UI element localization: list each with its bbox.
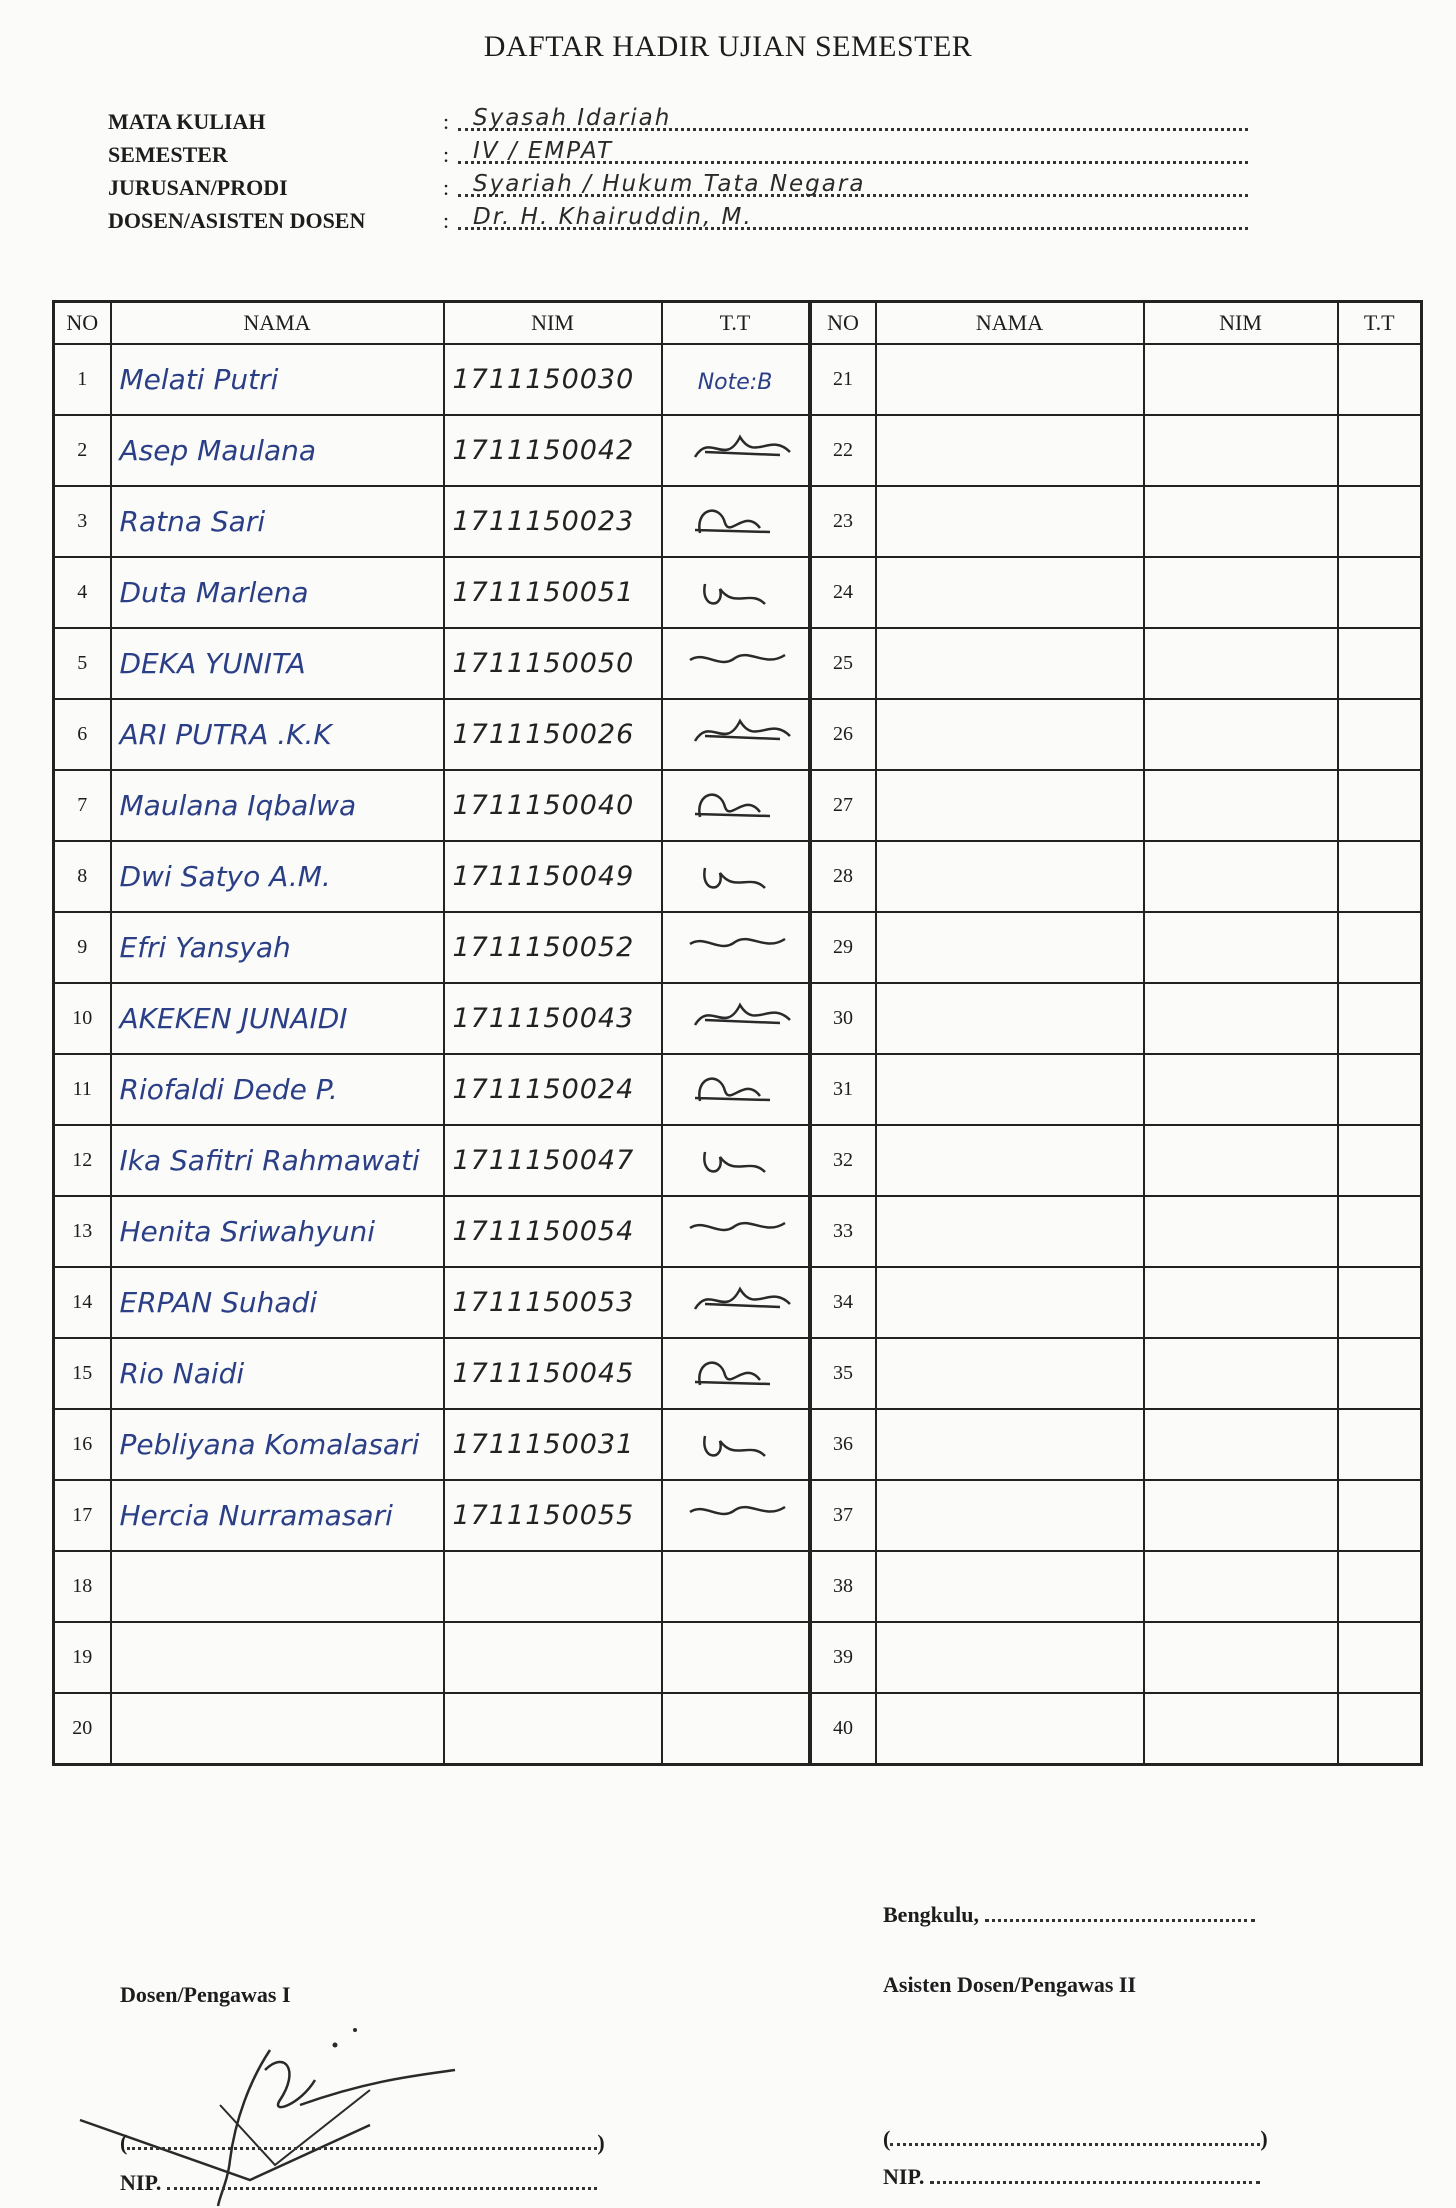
student-name — [876, 1409, 1144, 1480]
row-number: 11 — [54, 1054, 111, 1125]
student-name — [876, 344, 1144, 415]
signature-icon — [675, 1492, 795, 1540]
student-nim — [1144, 841, 1338, 912]
student-signature — [1338, 486, 1422, 557]
student-signature — [1338, 983, 1422, 1054]
student-name — [876, 841, 1144, 912]
student-name — [876, 912, 1144, 983]
info-colon: : — [443, 142, 450, 167]
student-nim — [444, 1622, 662, 1693]
student-signature — [1338, 344, 1422, 415]
student-nim: 1711150047 — [444, 1125, 662, 1196]
header-signature: T.T — [1338, 302, 1422, 345]
student-name: Riofaldi Dede P. — [111, 1054, 444, 1125]
student-signature — [662, 1409, 810, 1480]
info-row-course — [108, 104, 1248, 137]
row-number: 14 — [54, 1267, 111, 1338]
row-number: 19 — [54, 1622, 111, 1693]
student-signature — [662, 1622, 810, 1693]
student-name: Henita Sriwahyuni — [111, 1196, 444, 1267]
student-name: ERPAN Suhadi — [111, 1267, 444, 1338]
student-nim — [1144, 1480, 1338, 1551]
student-nim: 1711150026 — [444, 699, 662, 770]
student-nim — [1144, 983, 1338, 1054]
student-nim — [1144, 912, 1338, 983]
info-label: JURUSAN/PRODI — [108, 175, 288, 200]
student-nim: 1711150051 — [444, 557, 662, 628]
student-nim: 1711150030 — [444, 344, 662, 415]
student-nim — [444, 1551, 662, 1622]
signature-icon — [675, 995, 795, 1043]
header-name: NAMA — [111, 302, 444, 345]
row-number: 39 — [810, 1622, 876, 1693]
row-number: 36 — [810, 1409, 876, 1480]
student-name: Duta Marlena — [111, 557, 444, 628]
student-signature — [1338, 912, 1422, 983]
student-signature — [1338, 1054, 1422, 1125]
header-signature: T.T — [662, 302, 810, 345]
header-nim: NIM — [1144, 302, 1338, 345]
row-number: 15 — [54, 1338, 111, 1409]
row-number: 29 — [810, 912, 876, 983]
table-row — [54, 1054, 1422, 1125]
student-nim: 1711150023 — [444, 486, 662, 557]
student-name: Asep Maulana — [111, 415, 444, 486]
row-number: 6 — [54, 699, 111, 770]
table-row — [54, 1480, 1422, 1551]
student-nim — [1144, 1196, 1338, 1267]
student-nim — [1144, 699, 1338, 770]
date-dotted-line — [985, 1915, 1255, 1922]
student-name — [876, 699, 1144, 770]
student-name — [876, 1125, 1144, 1196]
student-signature — [1338, 1196, 1422, 1267]
student-name: Hercia Nurramasari — [111, 1480, 444, 1551]
header-name: NAMA — [876, 302, 1144, 345]
nip-label: NIP. — [883, 2164, 925, 2189]
supervisor-one-nip — [120, 2170, 597, 2196]
table-row — [54, 1551, 1422, 1622]
table-row — [54, 1338, 1422, 1409]
signature-icon — [675, 1421, 795, 1469]
table-row — [54, 770, 1422, 841]
supervisor-two-title: Asisten Dosen/Pengawas II — [883, 1972, 1137, 1997]
paren-open: ( — [883, 2126, 891, 2151]
student-name — [876, 415, 1144, 486]
student-nim — [1144, 1338, 1338, 1409]
supervisor-one-title: Dosen/Pengawas I — [120, 1982, 291, 2007]
table-row — [54, 912, 1422, 983]
info-label: MATA KULIAH — [108, 109, 266, 134]
student-signature — [662, 699, 810, 770]
table-body — [54, 344, 1422, 1765]
table-row — [54, 699, 1422, 770]
student-name — [876, 1480, 1144, 1551]
table-row — [54, 628, 1422, 699]
student-signature — [1338, 770, 1422, 841]
student-nim — [1144, 1693, 1338, 1765]
paren-open: ( — [120, 2130, 128, 2155]
student-nim: 1711150045 — [444, 1338, 662, 1409]
row-number: 13 — [54, 1196, 111, 1267]
table-row — [54, 1409, 1422, 1480]
document-title: DAFTAR HADIR UJIAN SEMESTER — [483, 30, 973, 63]
student-signature — [662, 486, 810, 557]
signature-icon — [675, 853, 795, 901]
place-date — [883, 1902, 1255, 1928]
student-nim — [1144, 628, 1338, 699]
row-number: 18 — [54, 1551, 111, 1622]
student-signature — [662, 628, 810, 699]
student-nim — [1144, 1409, 1338, 1480]
student-name — [111, 1622, 444, 1693]
row-number: 4 — [54, 557, 111, 628]
row-number: 37 — [810, 1480, 876, 1551]
table-row — [54, 486, 1422, 557]
nip-label: NIP. — [120, 2170, 162, 2195]
student-name — [876, 770, 1144, 841]
student-nim — [1144, 770, 1338, 841]
info-colon: : — [443, 208, 450, 233]
row-number: 25 — [810, 628, 876, 699]
header-nim: NIM — [444, 302, 662, 345]
student-name — [876, 1338, 1144, 1409]
student-signature — [1338, 1551, 1422, 1622]
student-name — [876, 983, 1144, 1054]
table-row — [54, 1125, 1422, 1196]
info-value: Dr. H. Khairuddin, M. — [473, 204, 753, 230]
student-signature — [1338, 1338, 1422, 1409]
student-nim: 1711150053 — [444, 1267, 662, 1338]
signature-icon — [675, 640, 795, 688]
nip-dotted-line — [930, 2177, 1260, 2184]
header-no: NO — [810, 302, 876, 345]
student-name: Pebliyana Komalasari — [111, 1409, 444, 1480]
nip-dotted-line — [167, 2183, 597, 2190]
student-nim: 1711150024 — [444, 1054, 662, 1125]
student-name: AKEKEN JUNAIDI — [111, 983, 444, 1054]
row-number: 40 — [810, 1693, 876, 1765]
info-colon: : — [443, 109, 450, 134]
student-signature — [1338, 1125, 1422, 1196]
signature-icon — [675, 427, 795, 475]
student-nim — [1144, 557, 1338, 628]
info-label: DOSEN/ASISTEN DOSEN — [108, 208, 366, 233]
student-signature — [662, 415, 810, 486]
student-signature — [662, 983, 810, 1054]
student-signature — [662, 557, 810, 628]
table-row — [54, 415, 1422, 486]
student-name — [876, 628, 1144, 699]
student-signature — [662, 1693, 810, 1765]
student-name — [876, 1551, 1144, 1622]
row-number: 21 — [810, 344, 876, 415]
student-signature — [1338, 841, 1422, 912]
student-signature — [662, 841, 810, 912]
student-name: Rio Naidi — [111, 1338, 444, 1409]
paren-close: ) — [1260, 2126, 1268, 2151]
student-nim: 1711150040 — [444, 770, 662, 841]
student-signature — [662, 1054, 810, 1125]
table-header-row — [54, 302, 1422, 345]
row-number: 20 — [54, 1693, 111, 1765]
row-number: 7 — [54, 770, 111, 841]
student-name — [876, 1196, 1144, 1267]
row-number: 31 — [810, 1054, 876, 1125]
row-number: 24 — [810, 557, 876, 628]
row-number: 35 — [810, 1338, 876, 1409]
student-name: ARI PUTRA .K.K — [111, 699, 444, 770]
student-signature — [1338, 628, 1422, 699]
student-nim: 1711150031 — [444, 1409, 662, 1480]
signature-icon — [675, 711, 795, 759]
student-signature — [662, 1338, 810, 1409]
student-signature — [1338, 557, 1422, 628]
student-name — [876, 557, 1144, 628]
table-row — [54, 1622, 1422, 1693]
row-number: 28 — [810, 841, 876, 912]
table-row — [54, 983, 1422, 1054]
student-nim — [444, 1693, 662, 1765]
student-name — [876, 1693, 1144, 1765]
student-signature — [662, 1267, 810, 1338]
row-number: 17 — [54, 1480, 111, 1551]
student-name: Melati Putri — [111, 344, 444, 415]
header-no: NO — [54, 302, 111, 345]
name-dotted-line — [890, 2139, 1260, 2146]
row-number: 26 — [810, 699, 876, 770]
student-signature — [662, 1551, 810, 1622]
row-number: 30 — [810, 983, 876, 1054]
student-nim — [1144, 415, 1338, 486]
row-number: 5 — [54, 628, 111, 699]
student-signature — [662, 912, 810, 983]
row-number: 33 — [810, 1196, 876, 1267]
row-number: 34 — [810, 1267, 876, 1338]
student-name — [111, 1551, 444, 1622]
info-value: Syasah Idariah — [473, 105, 672, 131]
table-row — [54, 344, 1422, 415]
student-nim: 1711150042 — [444, 415, 662, 486]
student-name — [876, 1622, 1144, 1693]
row-number: 38 — [810, 1551, 876, 1622]
student-signature — [662, 344, 810, 415]
student-signature — [662, 770, 810, 841]
row-number: 32 — [810, 1125, 876, 1196]
student-signature — [662, 1480, 810, 1551]
signature-icon — [675, 1208, 795, 1256]
table-row — [54, 1196, 1422, 1267]
student-name: DEKA YUNITA — [111, 628, 444, 699]
info-row-department — [108, 170, 1248, 203]
student-name: Dwi Satyo A.M. — [111, 841, 444, 912]
info-label: SEMESTER — [108, 142, 228, 167]
student-nim: 1711150054 — [444, 1196, 662, 1267]
row-number: 27 — [810, 770, 876, 841]
row-number: 22 — [810, 415, 876, 486]
student-name: Ika Safitri Rahmawati — [111, 1125, 444, 1196]
signature-icon — [675, 1137, 795, 1185]
student-nim — [1144, 486, 1338, 557]
student-nim — [1144, 1125, 1338, 1196]
signature-icon — [675, 1066, 795, 1114]
signature-icon — [675, 1350, 795, 1398]
student-name — [876, 1054, 1144, 1125]
student-nim — [1144, 1622, 1338, 1693]
signature-icon — [675, 569, 795, 617]
student-nim — [1144, 1551, 1338, 1622]
table-row — [54, 1267, 1422, 1338]
student-nim — [1144, 1054, 1338, 1125]
student-signature — [662, 1196, 810, 1267]
exam-info — [108, 104, 1248, 236]
row-number: 2 — [54, 415, 111, 486]
student-name — [111, 1693, 444, 1765]
row-number: 3 — [54, 486, 111, 557]
student-nim — [1144, 344, 1338, 415]
student-signature — [1338, 1480, 1422, 1551]
info-colon: : — [443, 175, 450, 200]
info-row-lecturer — [108, 203, 1248, 236]
info-value: Syariah / Hukum Tata Negara — [473, 171, 866, 197]
signature-icon — [675, 498, 795, 546]
attendance-table — [52, 300, 1423, 1766]
student-nim — [1144, 1267, 1338, 1338]
row-number: 8 — [54, 841, 111, 912]
info-value: IV / EMPAT — [473, 138, 614, 164]
table-row — [54, 1693, 1422, 1765]
place-label: Bengkulu, — [883, 1902, 979, 1927]
student-signature — [1338, 699, 1422, 770]
row-number: 9 — [54, 912, 111, 983]
student-name — [876, 1267, 1144, 1338]
student-name — [876, 486, 1144, 557]
row-number: 16 — [54, 1409, 111, 1480]
table-row — [54, 841, 1422, 912]
student-nim: 1711150049 — [444, 841, 662, 912]
student-name: Efri Yansyah — [111, 912, 444, 983]
attendance-table-wrapper — [52, 300, 1420, 1766]
supervisor-two-nip — [883, 2164, 1260, 2190]
student-nim: 1711150055 — [444, 1480, 662, 1551]
row-number: 1 — [54, 344, 111, 415]
name-dotted-line — [127, 2143, 597, 2150]
student-signature — [1338, 1693, 1422, 1765]
supervisor-two-name-line — [883, 2126, 1268, 2152]
student-name: Ratna Sari — [111, 486, 444, 557]
student-nim: 1711150050 — [444, 628, 662, 699]
paren-close: ) — [597, 2130, 605, 2155]
student-name: Maulana Iqbalwa — [111, 770, 444, 841]
student-nim: 1711150043 — [444, 983, 662, 1054]
signature-icon — [675, 782, 795, 830]
table-row — [54, 557, 1422, 628]
info-row-semester — [108, 137, 1248, 170]
student-signature — [1338, 1267, 1422, 1338]
signature-icon — [675, 924, 795, 972]
student-signature — [1338, 1409, 1422, 1480]
row-number: 23 — [810, 486, 876, 557]
student-nim: 1711150052 — [444, 912, 662, 983]
student-signature — [1338, 415, 1422, 486]
student-signature — [1338, 1622, 1422, 1693]
supervisor-one-name-line — [120, 2130, 605, 2156]
signature-text: Note:B — [697, 370, 773, 395]
row-number: 12 — [54, 1125, 111, 1196]
student-signature — [662, 1125, 810, 1196]
signature-icon — [675, 1279, 795, 1327]
row-number: 10 — [54, 983, 111, 1054]
